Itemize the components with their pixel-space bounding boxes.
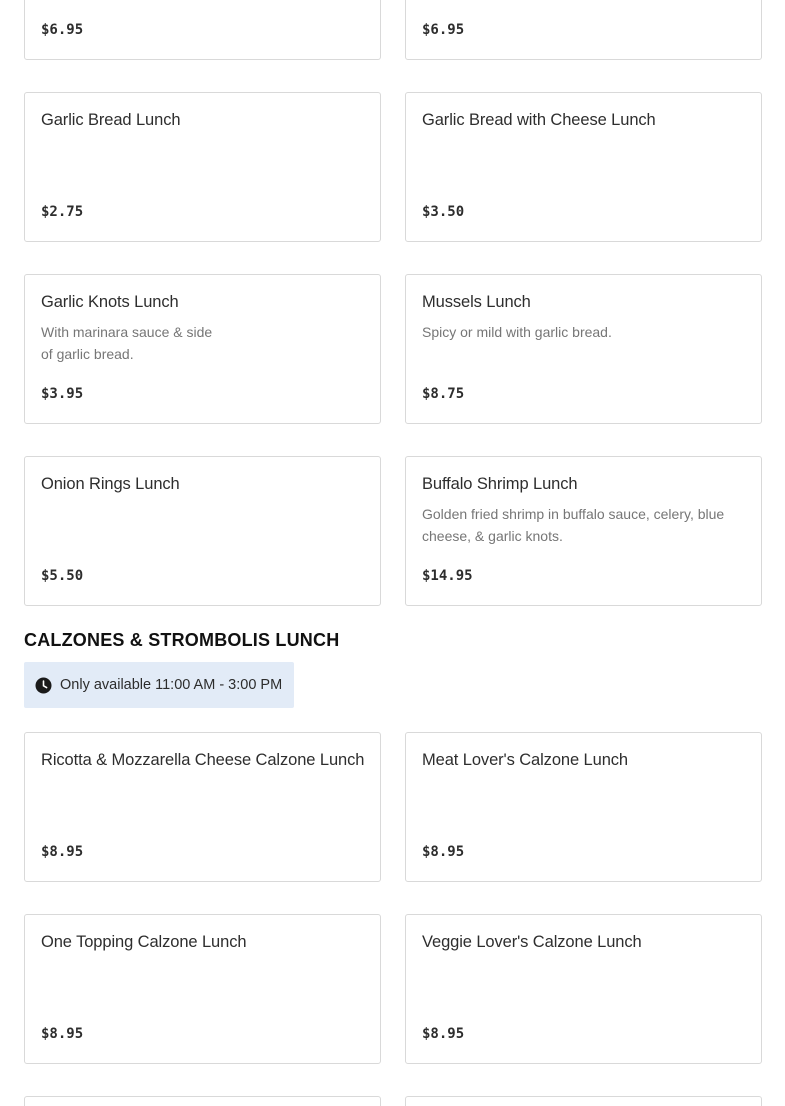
menu-item-card[interactable]: [24, 274, 381, 424]
item-name: Garlic Bread Lunch: [41, 111, 181, 129]
menu-item-card[interactable]: [24, 92, 381, 242]
item-description-line: of garlic bread.: [41, 346, 134, 362]
item-description-line: Golden fried shrimp in buffalo sauce, celery, blue: [422, 506, 725, 522]
item-name: Meat Lover's Calzone Lunch: [422, 751, 629, 769]
menu-item-card[interactable]: [405, 732, 762, 882]
item-name: Ricotta & Mozzarella Cheese Calzone Lunch: [41, 751, 365, 769]
item-name: Mussels Lunch: [422, 293, 531, 311]
item-price: $8.95: [41, 844, 84, 860]
menu-item-card[interactable]: [24, 914, 381, 1064]
menu-item-card[interactable]: [405, 92, 762, 242]
menu-item-card[interactable]: [24, 456, 381, 606]
item-description: [422, 503, 724, 547]
item-price: $8.75: [422, 386, 465, 402]
menu-item-card[interactable]: [405, 274, 762, 424]
item-name: Garlic Bread with Cheese Lunch: [422, 111, 656, 129]
menu-item-card[interactable]: [405, 914, 762, 1064]
item-price: $3.95: [41, 386, 84, 402]
item-price: $2.75: [41, 204, 84, 220]
menu-item-card[interactable]: [24, 1096, 381, 1106]
item-price: $3.50: [422, 204, 465, 220]
item-price: $8.95: [422, 844, 465, 860]
menu-item-card[interactable]: [405, 0, 762, 60]
item-description-line: cheese, & garlic knots.: [422, 528, 563, 544]
item-name: Garlic Knots Lunch: [41, 293, 179, 311]
item-description: [41, 321, 212, 365]
menu-item-card[interactable]: [405, 456, 762, 606]
item-name: Veggie Lover's Calzone Lunch: [422, 933, 642, 951]
item-price: $5.50: [41, 568, 84, 584]
item-name: One Topping Calzone Lunch: [41, 933, 247, 951]
menu-item-card[interactable]: [405, 1096, 762, 1106]
item-description: Spicy or mild with garlic bread.: [422, 324, 612, 340]
item-name: Buffalo Shrimp Lunch: [422, 475, 578, 493]
menu-item-card[interactable]: [24, 732, 381, 882]
availability-text: Only available 11:00 AM - 3:00 PM: [60, 677, 283, 693]
item-price: $6.95: [422, 22, 465, 38]
section-title: CALZONES & STROMBOLIS LUNCH: [24, 630, 340, 650]
item-price: $8.95: [41, 1026, 84, 1042]
item-name: Onion Rings Lunch: [41, 475, 180, 493]
availability-banner: [24, 662, 294, 708]
item-price: $14.95: [422, 568, 473, 584]
menu-item-card[interactable]: [24, 0, 381, 60]
item-description-line: With marinara sauce & side: [41, 324, 213, 340]
clock-icon: [35, 677, 52, 694]
item-price: $6.95: [41, 22, 84, 38]
item-price: $8.95: [422, 1026, 465, 1042]
